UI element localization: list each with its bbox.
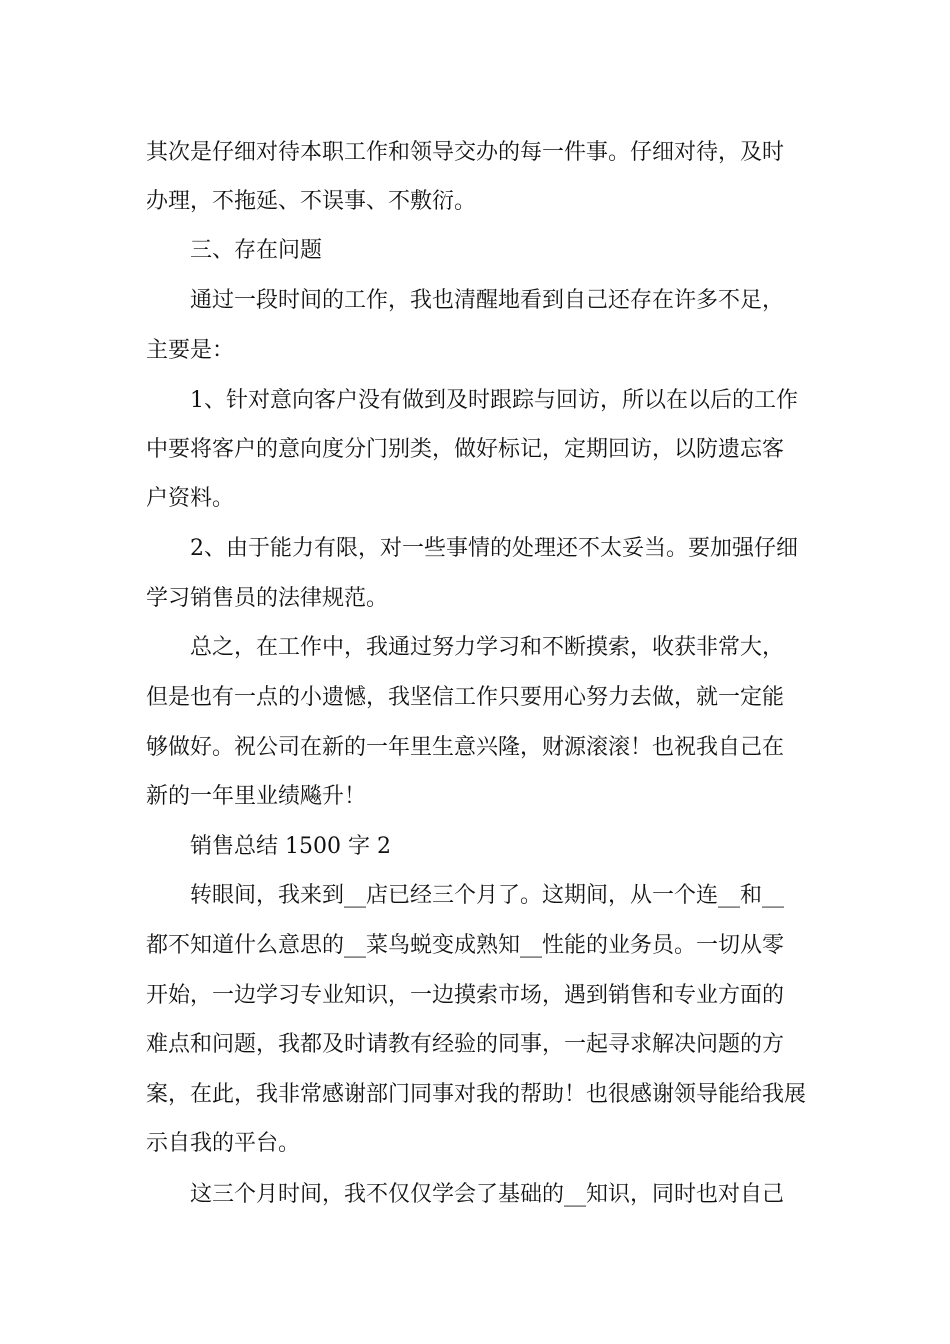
- text-line: 户资料。: [146, 486, 235, 511]
- text-line: 转眼间，我来到__店已经三个月了。这期间，从一个连__和__: [190, 883, 785, 908]
- text-line: 开始，一边学习专业知识，一边摸索市场，遇到销售和专业方面的: [146, 983, 785, 1008]
- text-line: 中要将客户的意向度分门别类，做好标记，定期回访，以防遗忘客: [146, 437, 785, 462]
- section-heading: 销售总结 1500 字 2: [190, 834, 391, 859]
- text-line: 2、由于能力有限，对一些事情的处理还不太妥当。要加强仔细: [190, 536, 798, 561]
- text-line: 通过一段时间的工作，我也清醒地看到自己还存在许多不足，: [190, 288, 785, 313]
- text-line: 主要是：: [146, 338, 235, 363]
- text-line: 总之，在工作中，我通过努力学习和不断摸索，收获非常大，: [190, 635, 785, 660]
- text-line: 案，在此，我非常感谢部门同事对我的帮助！也很感谢领导能给我展: [146, 1082, 807, 1107]
- text-line: 其次是仔细对待本职工作和领导交办的每一件事。仔细对待，及时: [146, 140, 785, 165]
- text-line: 难点和问题，我都及时请教有经验的同事，一起寻求解决问题的方: [146, 1032, 785, 1057]
- text-line: 都不知道什么意思的__菜鸟蜕变成熟知__性能的业务员。一切从零: [146, 933, 785, 958]
- text-line: 办理，不拖延、不误事、不敷衍。: [146, 189, 477, 214]
- text-line: 新的一年里业绩飚升！: [146, 784, 367, 809]
- text-line: 示自我的平台。: [146, 1131, 301, 1156]
- text-line: 学习销售员的法律规范。: [146, 586, 389, 611]
- text-line: 但是也有一点的小遗憾，我坚信工作只要用心努力去做，就一定能: [146, 685, 785, 710]
- text-line: 够做好。祝公司在新的一年里生意兴隆，财源滚滚！也祝我自己在: [146, 735, 785, 760]
- text-line: 这三个月时间，我不仅仅学会了基础的__知识，同时也对自己: [190, 1182, 785, 1207]
- text-line: 1、针对意向客户没有做到及时跟踪与回访，所以在以后的工作: [190, 388, 798, 413]
- section-heading: 三、存在问题: [190, 238, 323, 263]
